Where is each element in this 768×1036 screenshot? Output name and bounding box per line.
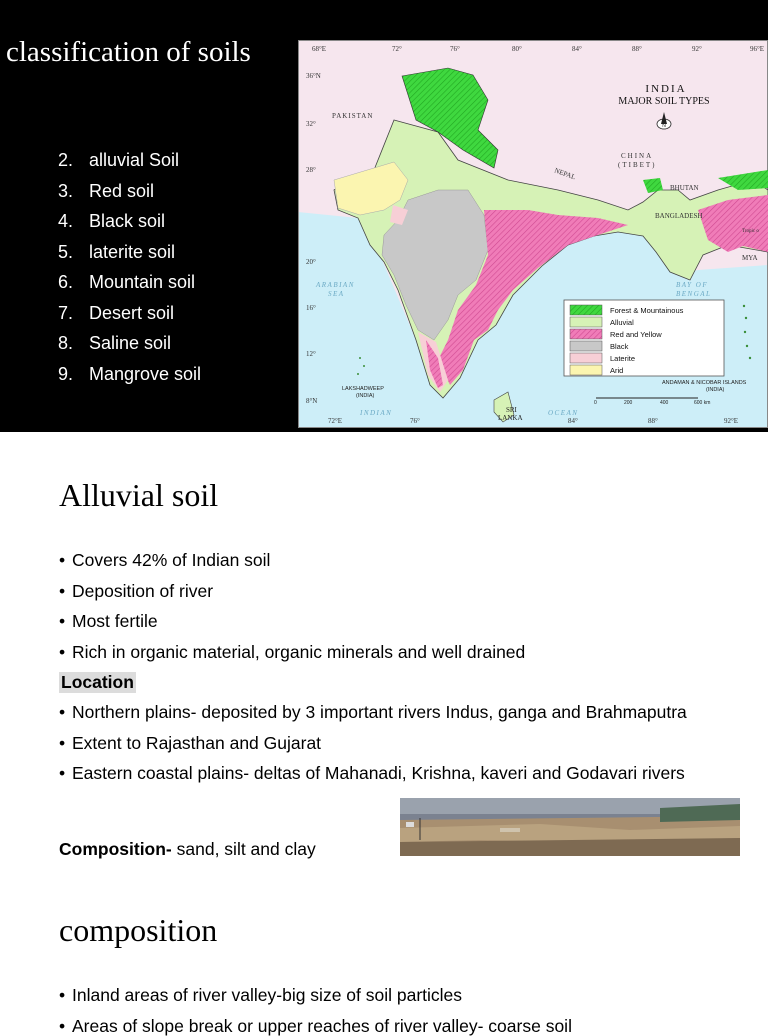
list-item: • Rich in organic material, organic minerals and well drained [59, 642, 739, 663]
riverbank-photo [400, 798, 740, 856]
place-label: (TIBET) [618, 161, 657, 169]
longitude-label: 84° [568, 417, 578, 425]
list-item: 6. Mountain soil [58, 270, 201, 301]
longitude-label: 96°E [750, 45, 764, 53]
legend-label: Alluvial [610, 318, 634, 327]
soil-map-graphic [298, 40, 768, 428]
longitude-label: 92°E [724, 417, 738, 425]
place-label: LANKA [498, 414, 523, 422]
list-item: 2. alluvial Soil [58, 148, 201, 179]
place-label: ANDAMAN & NICOBAR ISLANDS [662, 380, 747, 386]
sea-label: SEA [328, 290, 345, 298]
place-label: NEPAL [553, 166, 576, 181]
place-label: Tropic o [742, 229, 759, 234]
list-item: 9. Mangrove soil [58, 362, 201, 393]
place-label: SRI [506, 406, 518, 414]
bullet-list [59, 985, 759, 1036]
soil-type-list [58, 148, 201, 392]
svg-text:200: 200 [624, 400, 633, 406]
riverbank-photo-graphic [400, 798, 740, 856]
map-title: INDIA [645, 83, 686, 95]
legend-swatch [570, 329, 602, 339]
list-item: • Inland areas of river valley-big size of soil particles [59, 985, 759, 1006]
place-label: PAKISTAN [332, 112, 373, 120]
place-label: MYA [742, 254, 758, 262]
list-item: • Most fertile [59, 611, 739, 632]
latitude-label: 20° [306, 258, 316, 266]
svg-text:0: 0 [594, 400, 597, 406]
place-label: BANGLADESH [655, 212, 702, 220]
slide-classification [0, 0, 768, 432]
legend-label: Black [610, 342, 629, 351]
place-label: BHUTAN [670, 184, 699, 192]
svg-text:600 km: 600 km [694, 400, 710, 406]
sea-label: INDIAN [359, 409, 392, 417]
place-label: (INDIA) [706, 387, 725, 393]
place-label: (INDIA) [356, 393, 375, 399]
longitude-label: 72°E [328, 417, 342, 425]
slide-title: classification of soils [6, 36, 251, 69]
place-label: CHINA [621, 152, 653, 160]
longitude-label: 84° [572, 45, 582, 53]
list-item: • Areas of slope break or upper reaches of river valley- coarse soil [59, 1016, 759, 1036]
list-item: 7. Desert soil [58, 301, 201, 332]
list-item: • Northern plains- deposited by 3 important rivers Indus, ganga and Brahmaputra [59, 702, 699, 723]
legend-swatch [570, 365, 602, 375]
legend-label: Red and Yellow [610, 330, 662, 339]
sea-label: OCEAN [548, 409, 578, 417]
bullet-list [59, 550, 739, 662]
sea-label: BAY OF [676, 281, 708, 289]
legend-label: Arid [610, 366, 623, 375]
list-item: 5. laterite soil [58, 240, 201, 271]
latitude-label: 32° [306, 120, 316, 128]
svg-text:N: N [662, 123, 666, 129]
section-heading: Alluvial soil [59, 477, 218, 514]
longitude-label: 92° [692, 45, 702, 53]
slide-alluvial-soil [0, 432, 768, 1024]
legend-label: Laterite [610, 354, 635, 363]
list-item: 4. Black soil [58, 209, 201, 240]
list-item: • Extent to Rajasthan and Gujarat [59, 733, 699, 754]
list-item: 8. Saline soil [58, 331, 201, 362]
india-soil-map [298, 40, 768, 428]
composition-text: sand, silt and clay [172, 839, 316, 859]
longitude-label: 80° [512, 45, 522, 53]
longitude-label: 88° [648, 417, 658, 425]
list-item: • Eastern coastal plains- deltas of Mahanadi, Krishna, kaveri and Godavari rivers [59, 763, 699, 784]
sea-label: BENGAL [676, 290, 711, 298]
map-subtitle: MAJOR SOIL TYPES [618, 96, 709, 107]
legend-swatch [570, 305, 602, 315]
svg-text:400: 400 [660, 400, 669, 406]
place-label: LAKSHADWEEP [342, 386, 384, 392]
latitude-label: 8°N [306, 397, 317, 405]
legend-swatch [570, 341, 602, 351]
map-legend [564, 300, 724, 376]
legend-swatch [570, 353, 602, 363]
section-heading: composition [59, 912, 217, 949]
bullet-list [59, 702, 699, 784]
list-item: 3. Red soil [58, 179, 201, 210]
list-item: • Deposition of river [59, 581, 739, 602]
longitude-label: 76° [450, 45, 460, 53]
latitude-label: 12° [306, 350, 316, 358]
latitude-label: 16° [306, 304, 316, 312]
sea-label: ARABIAN [315, 281, 355, 289]
composition-line [59, 839, 316, 860]
longitude-label: 68°E [312, 45, 326, 53]
latitude-label: 36°N [306, 72, 321, 80]
composition-label: Composition- [59, 839, 172, 859]
longitude-label: 76° [410, 417, 420, 425]
longitude-label: 72° [392, 45, 402, 53]
legend-label: Forest & Mountainous [610, 306, 684, 315]
longitude-label: 88° [632, 45, 642, 53]
location-label: Location [59, 672, 136, 693]
latitude-label: 28° [306, 166, 316, 174]
list-item: • Covers 42% of Indian soil [59, 550, 739, 571]
legend-swatch [570, 317, 602, 327]
